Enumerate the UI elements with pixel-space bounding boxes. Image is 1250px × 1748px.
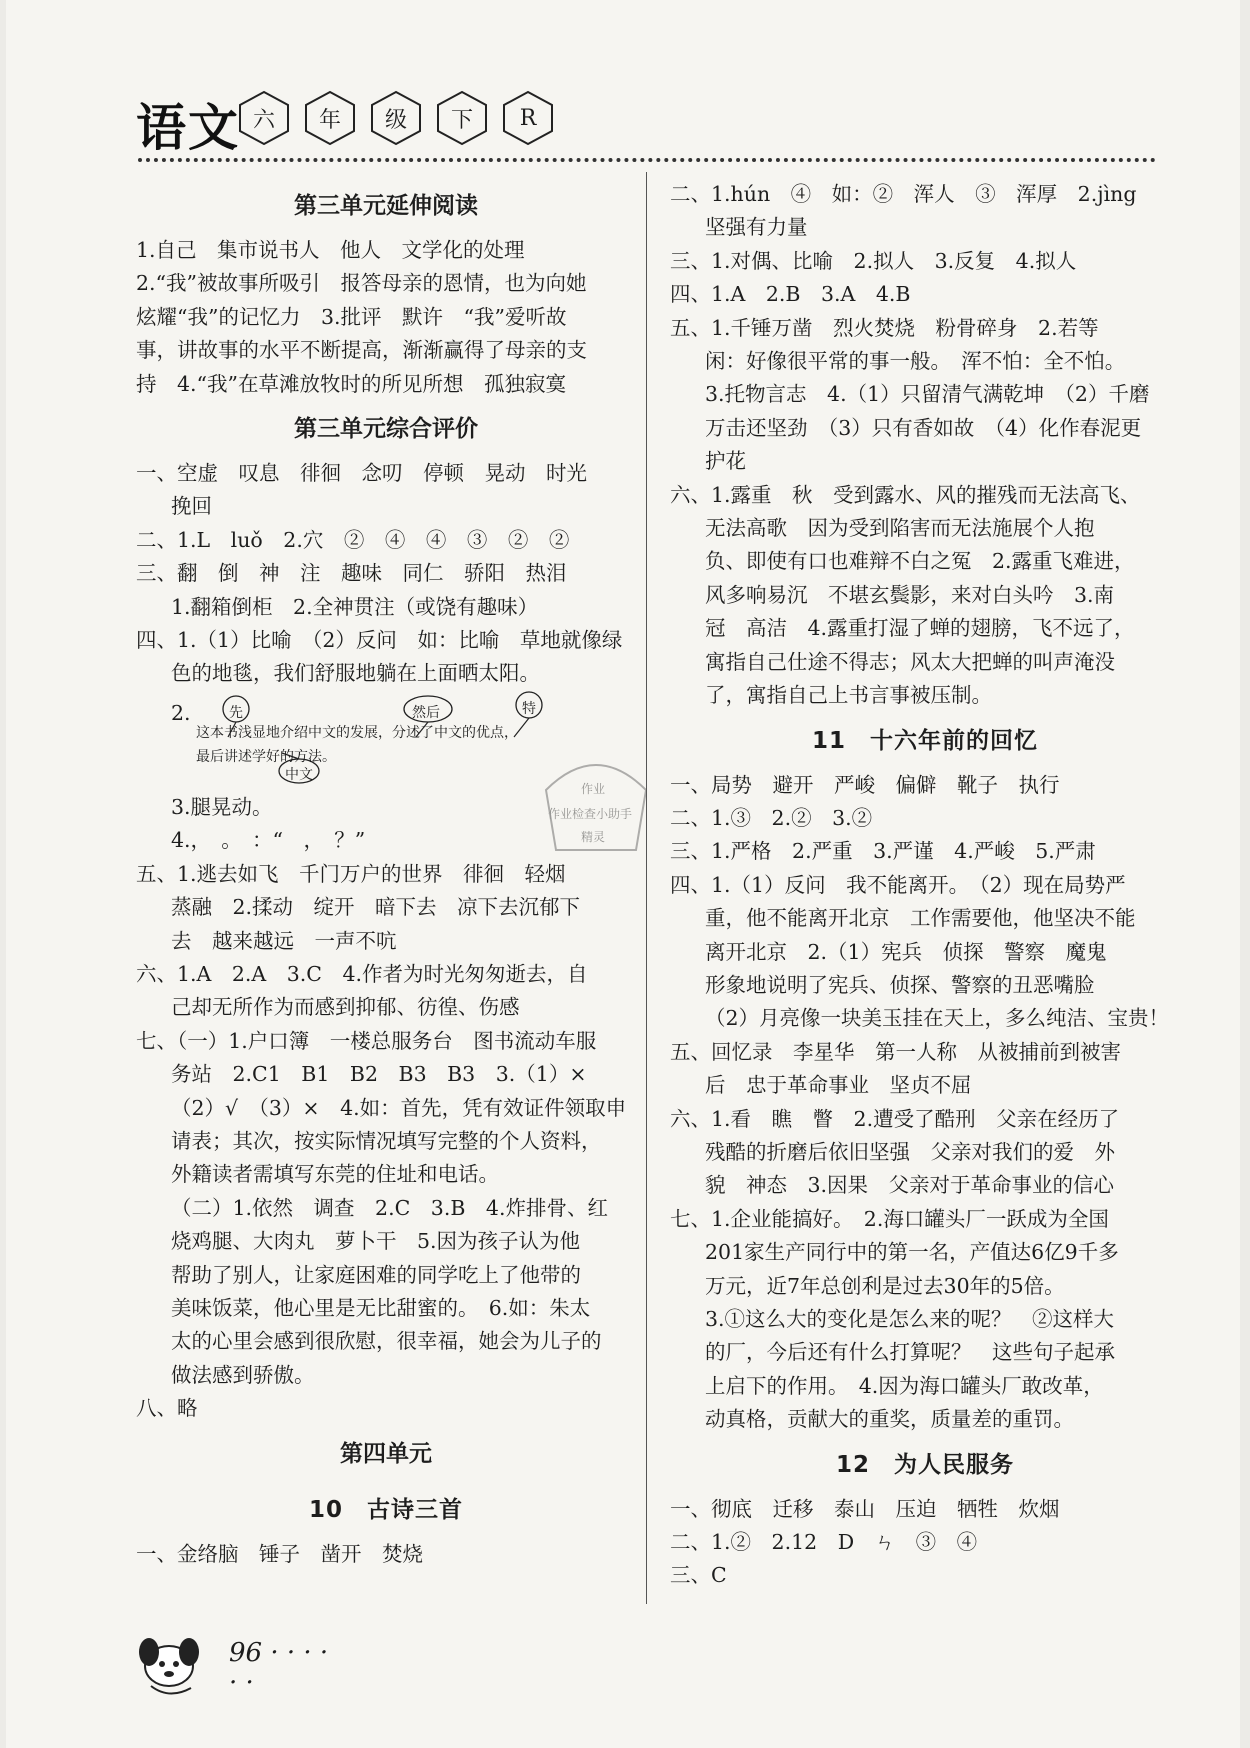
answer-line: 挽回 <box>171 494 212 519</box>
answer-line: 万击还坚劲 （3）只有香如故 （4）化作春泥更 <box>705 415 1142 440</box>
section-title: 第三单元延伸阅读 <box>294 193 478 219</box>
answer-line: 帮助了别人，让家庭困难的同学吃上了他带的 <box>171 1262 581 1287</box>
answer-line: 蒸融 2.揉动 绽开 暗下去 凉下去沉郁下 <box>171 895 581 920</box>
bubble-special: 特 <box>522 700 536 717</box>
answer-line: 三、1.严格 2.严重 3.严谨 4.严峻 5.严肃 <box>670 839 1096 864</box>
answer-line: 三、C <box>670 1563 727 1588</box>
answer-line: 1.自己 集市说书人 他人 文学化的处理 <box>136 238 525 262</box>
answer-line: 动真格，贡献大的重奖，质量差的重罚。 <box>705 1407 1074 1432</box>
grade-tag: 年 <box>302 90 358 146</box>
answer-line: 己却无所作为而感到抑郁、彷徨、伤感 <box>171 995 520 1020</box>
answer-page <box>6 0 1240 1748</box>
answer-line: 炫耀“我”的记忆力 3.批评 默许 “我”爱听故 <box>136 304 567 329</box>
diagram-number: 2. <box>171 700 191 725</box>
answer-line: 寓指自己仕途不得志；风太大把蝉的叫声淹没 <box>705 649 1115 674</box>
answer-line: 八、略 <box>136 1396 198 1421</box>
answer-line: 四、1.A 2.B 3.A 4.B <box>670 282 911 307</box>
section-title: 11 十六年前的回忆 <box>811 727 1038 754</box>
answer-line: 五、1.千锤万凿 烈火焚烧 粉骨碎身 2.若等 <box>670 315 1099 340</box>
answer-line: 去 越来越远 一声不吭 <box>171 928 397 953</box>
answer-line: 无法高歌 因为受到陷害而无法施展个人抱 <box>705 516 1095 541</box>
answer-line: 负、即使有口也难辩不白之冤 2.露重飞难进， <box>705 549 1135 574</box>
grade-tag: 下 <box>434 90 490 146</box>
answer-line: 二、1.② 2.12 D ㄣ ③ ④ <box>670 1530 978 1555</box>
bubble-first: 先 <box>229 704 243 721</box>
answer-line: 六、1.露重 秋 受到露水、风的摧残而无法高飞、 <box>670 482 1141 507</box>
answer-line: 闲：好像很平常的事一般。 浑不怕：全不怕。 <box>705 349 1126 374</box>
answer-line: 持 4.“我”在草滩放牧时的所见所想 孤独寂寞 <box>136 371 567 396</box>
grade-tags <box>236 90 556 146</box>
section-title: 第三单元综合评价 <box>294 416 478 443</box>
answer-line: 冠 高洁 4.露重打湿了蝉的翅膀，飞不远了， <box>705 616 1135 641</box>
answer-line: 七、（一）1.户口簿 一楼总服务台 图书流动车服 <box>136 1028 597 1053</box>
answer-line: （二）1.依然 调查 2.C 3.B 4.炸排骨、红 <box>171 1195 608 1220</box>
answer-line: 事，讲故事的水平不断提高，渐渐赢得了母亲的支 <box>136 338 587 363</box>
answer-line: 四、1.（1）比喻 （2）反问 如：比喻 草地就像绿 <box>136 628 623 653</box>
answer-line: 万元，近7年总创利是过去30年的5倍。 <box>705 1273 1065 1298</box>
section-title: 10 古诗三首 <box>308 1496 463 1523</box>
answer-line: 3.腿晃动。 <box>171 794 273 819</box>
answer-line: 一、金络脑 锤子 凿开 焚烧 <box>136 1541 423 1566</box>
answer-line: 请表；其次，按实际情况填写完整的个人资料， <box>171 1128 602 1153</box>
bubble-then: 然后 <box>412 704 440 721</box>
answer-line: 坚强有力量 <box>705 215 808 240</box>
answer-line: 了，寓指自己上书言事被压制。 <box>705 683 992 708</box>
answer-line: 貌 神态 3.因果 父亲对于革命事业的信心 <box>705 1173 1115 1198</box>
answer-line: 3.托物言志 4.（1）只留清气满乾坤 （2）千磨 <box>705 382 1150 407</box>
answer-line: 1.翻箱倒柜 2.全神贯注（或饶有趣味） <box>171 594 539 619</box>
grade-tag: 六 <box>236 90 292 146</box>
bubble-chinese: 中文 <box>285 766 313 783</box>
answer-line: 201家生产同行中的第一名，产值达6亿9千多 <box>705 1240 1119 1265</box>
answer-line: 六、1.看 瞧 瞥 2.遭受了酷刑 父亲在经历了 <box>670 1106 1120 1131</box>
section-title: 第四单元 <box>340 1440 432 1467</box>
answer-line: 一、彻底 迁移 泰山 压迫 牺牲 炊烟 <box>670 1496 1060 1521</box>
answer-line: 五、回忆录 李星华 第一人称 从被捕前到被害 <box>670 1039 1121 1064</box>
answer-line: 四、1.（1）反问 我不能离开。 （2）现在局势严 <box>670 872 1126 897</box>
answer-line: 二、1.③ 2.② 3.② <box>670 805 873 830</box>
answer-line: 外籍读者需填写东莞的住址和电话。 <box>171 1162 499 1187</box>
answer-line: 的厂，今后还有什么打算呢？ 这些句子起承 <box>705 1340 1115 1365</box>
answer-line: 3.①这么大的变化是怎么来的呢？ ②这样大 <box>705 1307 1115 1331</box>
answer-line: 上启下的作用。 4.因为海口罐头厂敢改革， <box>705 1373 1104 1398</box>
answer-line: 太的心里会感到很欣慰，很幸福，她会为儿子的 <box>171 1329 602 1354</box>
answer-line: 做法感到骄傲。 <box>171 1362 315 1387</box>
answer-line: 烧鸡腿、大肉丸 萝卜干 5.因为孩子认为他 <box>171 1229 581 1254</box>
answer-line: 离开北京 2.（1）宪兵 侦探 警察 魔鬼 <box>705 939 1107 964</box>
answer-line: 一、局势 避开 严峻 偏僻 靴子 执行 <box>670 772 1060 797</box>
answer-line: （2）月亮像一块美玉挂在天上，多么纯洁、宝贵！ <box>705 1006 1170 1031</box>
answer-line: 三、1.对偶、比喻 2.拟人 3.反复 4.拟人 <box>670 248 1077 273</box>
answer-line: 二、1.hún ④ 如：② 浑人 ③ 浑厚 2.jìng <box>670 182 1137 206</box>
column-divider <box>646 172 647 1604</box>
answer-line: 美味饭菜，他心里是无比甜蜜的。 6.如：朱太 <box>171 1295 591 1320</box>
answer-line: 2.“我”被故事所吸引 报答母亲的恩情，也为向她 <box>136 271 587 296</box>
footer <box>131 1630 331 1700</box>
answer-line: 七、1.企业能搞好。 2.海口罐头厂一跃成为全国 <box>670 1206 1109 1231</box>
answer-line: 五、1.逃去如飞 千门万户的世界 徘徊 轻烟 <box>136 861 566 886</box>
answer-line: 后 忠于革命事业 坚贞不屈 <box>705 1073 972 1098</box>
answer-line: 二、1.L luǒ 2.穴 ② ④ ④ ③ ② ② <box>136 527 570 552</box>
header <box>136 80 1136 160</box>
diagram-sentence: 这本书浅显地介绍中文的发展，分述了中文的优点， 最后讲述学好的方法。 <box>196 724 518 765</box>
answer-line: 色的地毯，我们舒服地躺在上面晒太阳。 <box>171 661 540 686</box>
answer-line: （2）√ （3）× 4.如：首先，凭有效证件领取申 <box>171 1095 627 1120</box>
mascot-icon <box>131 1630 211 1700</box>
page-number: 96 · · · · · · <box>229 1638 329 1698</box>
section-title: 12 为人民服务 <box>835 1451 1014 1478</box>
grade-tag: R <box>500 90 556 146</box>
answer-line: 一、空虚 叹息 徘徊 念叨 停顿 晃动 时光 <box>136 461 587 486</box>
answer-line: 务站 2.C1 B1 B2 B3 B3 3.（1）× <box>171 1062 587 1087</box>
answer-line: 形象地说明了宪兵、侦探、警察的丑恶嘴脸 <box>705 972 1095 997</box>
header-divider <box>138 158 1156 162</box>
answer-line: 风多响易沉 不堪玄鬓影，来对白头吟 3.南 <box>705 582 1115 607</box>
answer-line: 重，他不能离开北京 工作需要他，他坚决不能 <box>705 906 1136 931</box>
right-column <box>670 178 1180 1593</box>
answer-line: 残酷的折磨后依旧坚强 父亲对我们的爱 外 <box>705 1139 1115 1164</box>
grade-tag: 级 <box>368 90 424 146</box>
answer-line: 护花 <box>705 449 746 474</box>
answer-line: 六、1.A 2.A 3.C 4.作者为时光匆匆逝去，自 <box>136 961 588 986</box>
answer-line: 三、翻 倒 神 注 趣味 同仁 骄阳 热泪 <box>136 561 567 586</box>
subject-title: 语文 <box>136 99 240 157</box>
watermark-stamp: 作业 作业检查小助手 精灵 <box>536 750 656 860</box>
answer-line: 4.， 。 ：“ ， ？” <box>171 828 366 853</box>
left-column <box>136 178 636 1571</box>
